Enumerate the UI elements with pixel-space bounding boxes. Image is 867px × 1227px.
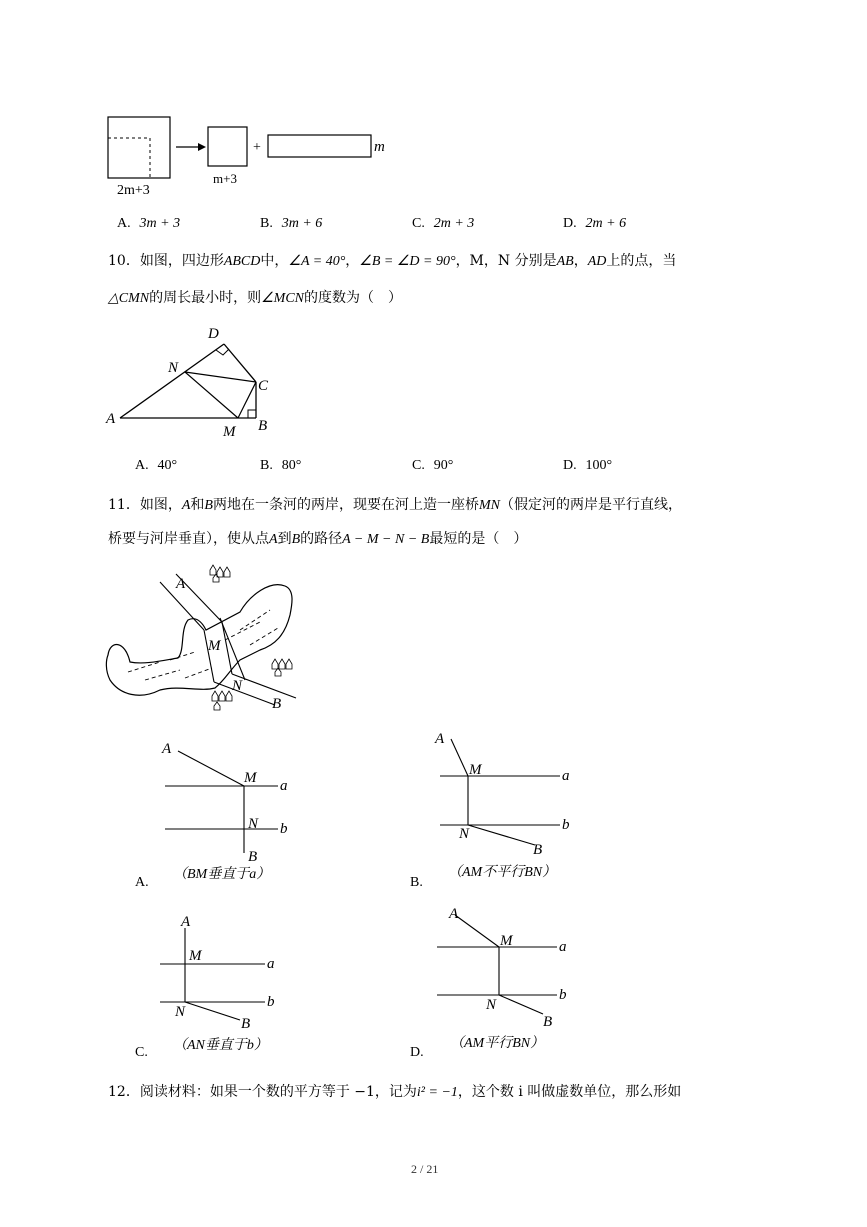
label-line-a: a	[559, 939, 567, 955]
label-line-a: a	[562, 768, 570, 784]
q11-option-b-letter[interactable]: B.	[410, 875, 423, 890]
q9-rectangle	[268, 135, 371, 157]
q11-option-c-caption: （AN垂直于b）	[173, 1038, 268, 1053]
label-a: A	[162, 741, 172, 757]
label-line-b: b	[562, 817, 570, 833]
q11-map-label-a: A	[176, 576, 186, 592]
q11-option-a-figure	[150, 735, 310, 875]
q11-river-map	[100, 560, 310, 720]
label-line-b: b	[280, 821, 288, 837]
q9-figure	[100, 110, 400, 200]
label-b: B	[533, 842, 543, 858]
q9-big-label: 2m+3	[117, 183, 150, 198]
house-icon	[212, 691, 232, 710]
q11-option-a-letter[interactable]: A.	[135, 875, 149, 890]
q10-label-d: D	[208, 326, 219, 342]
q10-option-d[interactable]: D. 100°	[563, 458, 613, 473]
q11-option-d-figure	[425, 902, 595, 1032]
label-n: N	[248, 816, 259, 832]
q12-stem-line1: 12．阅读材料：如果一个数的平方等于 −1，记为i² = −1，这个数 i 叫做虚数单位，那么形如	[108, 1084, 682, 1100]
q11-option-b-figure	[425, 725, 595, 865]
label-n: N	[459, 826, 470, 842]
label-b: B	[241, 1016, 251, 1032]
label-line-a: a	[267, 956, 275, 972]
river-flow-dashes	[128, 610, 278, 680]
q10-label-n: N	[168, 360, 179, 376]
q11-stem-line1: 11．如图，A和B两地在一条河的两岸，现要在河上造一座桥MN（假定河的两岸是平行直线，	[108, 497, 682, 513]
house-icon	[210, 565, 230, 582]
q11-option-d-letter[interactable]: D.	[410, 1045, 424, 1060]
q9-plus: +	[253, 140, 261, 155]
q9-big-square	[108, 117, 170, 178]
q10-option-c[interactable]: C. 90°	[412, 458, 454, 473]
label-m: M	[244, 770, 257, 786]
q11-option-c-figure	[150, 912, 300, 1032]
label-a: A	[181, 914, 191, 930]
river-outline	[106, 585, 292, 696]
q11-map-label-n: N	[232, 678, 243, 694]
arrow-right-icon	[198, 143, 206, 151]
q11-option-d-caption: （AM平行BN）	[450, 1036, 545, 1051]
label-m: M	[500, 933, 513, 949]
label-n: N	[486, 997, 497, 1013]
q11-stem-line2: 桥要与河岸垂直），使从点A到B的路径A − M − N − B最短的是（ ）	[108, 531, 528, 547]
q10-label-c: C	[258, 378, 269, 394]
q10-label-a: A	[106, 411, 116, 427]
label-line-b: b	[559, 987, 567, 1003]
label-a: A	[449, 906, 459, 922]
q10-stem-line2: △CMN的周长最小时，则∠MCN的度数为（ ）	[108, 290, 402, 306]
label-b: B	[248, 849, 258, 865]
q10-stem-line1: 10．如图，四边形ABCD中，∠A = 40°，∠B = ∠D = 90°，M，N 分别是AB，AD上的点，当	[108, 253, 677, 269]
page-number: 2 / 21	[411, 1162, 439, 1176]
q11-option-a-caption: （BM垂直于a）	[173, 867, 271, 882]
label-m: M	[469, 762, 482, 778]
q9-small-label: m+3	[213, 171, 237, 186]
q9-option-d[interactable]: D. 2m + 6	[563, 216, 627, 231]
q9-rect-label: m	[374, 139, 385, 155]
label-a: A	[435, 731, 445, 747]
q10-label-m: M	[223, 424, 236, 440]
right-angle-mark-b	[248, 410, 256, 418]
q11-map-label-m: M	[208, 638, 221, 654]
q9-dashed-cut	[108, 138, 150, 178]
q10-figure	[100, 320, 290, 445]
q9-small-square	[208, 127, 247, 166]
q10-label-b: B	[258, 418, 268, 434]
right-angle-mark-d	[216, 349, 229, 355]
q9-option-c[interactable]: C. 2m + 3	[412, 216, 475, 231]
label-b: B	[543, 1014, 553, 1030]
label-n: N	[175, 1004, 186, 1020]
q11-option-c-letter[interactable]: C.	[135, 1045, 148, 1060]
q10-option-b[interactable]: B. 80°	[260, 458, 302, 473]
house-icon	[272, 659, 292, 676]
label-line-a: a	[280, 778, 288, 794]
q10-option-a[interactable]: A. 40°	[135, 458, 178, 473]
label-line-b: b	[267, 994, 275, 1010]
label-m: M	[189, 948, 202, 964]
q11-map-label-b: B	[272, 696, 282, 712]
q11-option-b-caption: （AM不平行BN）	[448, 865, 557, 880]
q9-option-a[interactable]: A. 3m + 3	[117, 216, 181, 231]
q9-option-b[interactable]: B. 3m + 6	[260, 216, 323, 231]
